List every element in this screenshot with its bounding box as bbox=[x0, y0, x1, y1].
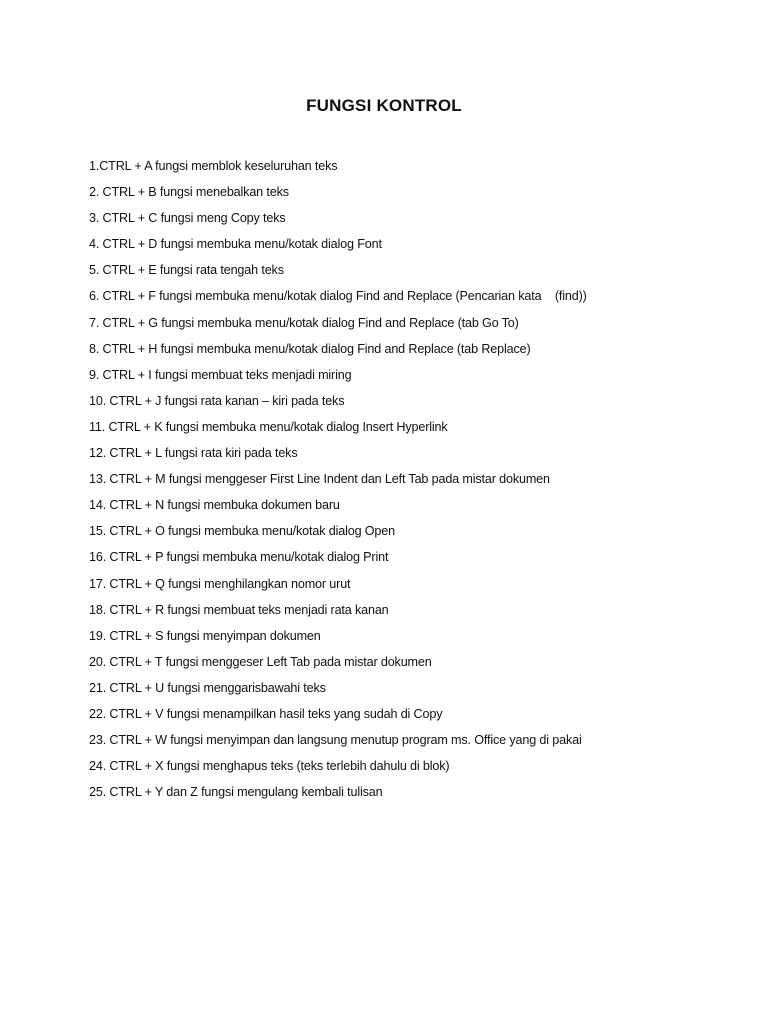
list-item: 19. CTRL + S fungsi menyimpan dokumen bbox=[89, 628, 321, 643]
list-item: 12. CTRL + L fungsi rata kiri pada teks bbox=[89, 446, 298, 461]
list-item: 8. CTRL + H fungsi membuka menu/kotak dialog Find and Replace (tab Replace) bbox=[89, 341, 531, 356]
list-item: 20. CTRL + T fungsi menggeser Left Tab pada mistar dokumen bbox=[89, 654, 432, 669]
list-item: 24. CTRL + X fungsi menghapus teks (teks terlebih dahulu di blok) bbox=[89, 759, 450, 774]
list-item: 14. CTRL + N fungsi membuka dokumen baru bbox=[89, 498, 340, 513]
list-item: 17. CTRL + Q fungsi menghilangkan nomor urut bbox=[89, 576, 351, 591]
list-item: 18. CTRL + R fungsi membuat teks menjadi rata kanan bbox=[89, 602, 389, 617]
list-item: 9. CTRL + I fungsi membuat teks menjadi miring bbox=[89, 367, 352, 382]
list-item: 16. CTRL + P fungsi membuka menu/kotak dialog Print bbox=[89, 550, 389, 565]
list-item: 21. CTRL + U fungsi menggarisbawahi teks bbox=[89, 680, 326, 695]
list-item: 23. CTRL + W fungsi menyimpan dan langsung menutup program ms. Office yang di pakai bbox=[89, 733, 582, 748]
list-item: 4. CTRL + D fungsi membuka menu/kotak dialog Font bbox=[89, 237, 382, 252]
list-item: 11. CTRL + K fungsi membuka menu/kotak dialog Insert Hyperlink bbox=[89, 419, 448, 434]
page-title: FUNGSI KONTROL bbox=[306, 96, 462, 115]
list-item: 22. CTRL + V fungsi menampilkan hasil teks yang sudah di Copy bbox=[89, 706, 443, 721]
list-item: 13. CTRL + M fungsi menggeser First Line Indent dan Left Tab pada mistar dokumen bbox=[89, 472, 550, 487]
list-item: 25. CTRL + Y dan Z fungsi mengulang kembali tulisan bbox=[89, 785, 383, 800]
list-item: 3. CTRL + C fungsi meng Copy teks bbox=[89, 211, 286, 226]
shortcut-list bbox=[89, 157, 587, 809]
list-item: 1.CTRL + A fungsi memblok keseluruhan teks bbox=[89, 159, 338, 173]
list-item: 15. CTRL + O fungsi membuka menu/kotak dialog Open bbox=[89, 524, 395, 539]
list-item: 10. CTRL + J fungsi rata kanan – kiri pada teks bbox=[89, 393, 345, 408]
list-item: 7. CTRL + G fungsi membuka menu/kotak dialog Find and Replace (tab Go To) bbox=[89, 315, 519, 330]
list-item: 6. CTRL + F fungsi membuka menu/kotak dialog Find and Replace (Pencarian kata (find)) bbox=[89, 289, 587, 304]
list-item: 2. CTRL + B fungsi menebalkan teks bbox=[89, 185, 289, 200]
list-item: 5. CTRL + E fungsi rata tengah teks bbox=[89, 263, 284, 278]
